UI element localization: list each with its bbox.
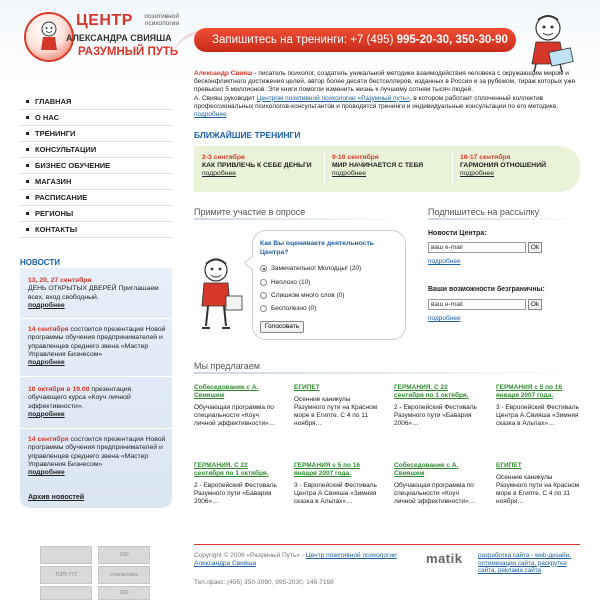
bullet-icon (26, 196, 29, 199)
intro-text-2a: А. Свияш руководит (194, 94, 257, 102)
offer-heading-link[interactable]: ГЕРМАНИЯ. С 22 сентября по 1 октября. (394, 384, 469, 399)
nav-item-home[interactable] (20, 94, 172, 110)
nav-label: ГЛАВНАЯ (35, 97, 72, 106)
top777-badge[interactable]: ТОП-777 (40, 566, 92, 584)
offer-text: Осенние каникулы Разумного пути на Красном море в Египте. С 4 по 11 ноября… (294, 396, 378, 427)
news-heading: НОВОСТИ (20, 258, 61, 267)
radio-selected-icon[interactable] (260, 265, 267, 272)
bullet-icon (26, 132, 29, 135)
phone-prefix: Запишитесь на тренинги: +7 (495) (212, 34, 397, 46)
subscribe-divider (428, 218, 580, 220)
counter-badge[interactable]: 100 (98, 586, 150, 600)
offer-card (496, 462, 580, 506)
phone-number: 995-20-30, 350-30-90 (396, 34, 508, 46)
news-date: 14 сентября (28, 436, 69, 443)
trainings-divider (452, 152, 453, 186)
bullet-icon (26, 148, 29, 151)
developer-logo[interactable]: matik (426, 551, 463, 566)
offer-card (496, 384, 580, 428)
offer-heading-link[interactable]: ЕГИПЕТ (294, 384, 320, 391)
radio-icon[interactable] (260, 305, 267, 312)
mascot-book-icon (196, 256, 246, 332)
main-nav (20, 94, 172, 238)
footer-divider (194, 544, 580, 545)
offer-text: 2 - Европейский Фестиваль Разумного пути «Бавария 2006»… (394, 404, 477, 427)
intro-text-1: - писатель психолог, создатель уникальной методики взаимодействия человека с окружающим миром и бесконфликтного достижения целей, автор более десяти бестселлеров, изданных в России и за рубежом, тираж которых уже превысил 5 миллионов. Эти книги помогли изменить жизнь к лучшему сотням тысяч людей. (194, 70, 576, 94)
logo-name: АЛЕКСАНДРА СВИЯША (66, 33, 172, 43)
nav-label: КОНСУЛЬТАЦИИ (35, 145, 97, 154)
subscribe-news-label: Новости Центра: (428, 230, 487, 237)
news-more-link[interactable]: подробнее (28, 301, 65, 309)
nav-label: БИЗНЕС ОБУЧЕНИЕ (35, 161, 111, 170)
news-more-link[interactable]: подробнее (28, 469, 65, 477)
nav-label: РЕГИОНЫ (35, 209, 74, 218)
intro-text (194, 70, 580, 119)
subscribe-possibilities-label: Ваши возможности безграничны: (428, 286, 545, 293)
nav-item-consultations[interactable] (20, 142, 172, 158)
news-divider (20, 376, 172, 377)
offer-text: Обучающая программа по специальности «Коуч личной эффективности»… (394, 482, 476, 505)
logo-subtitle: позитивной психологии (144, 13, 179, 27)
logo-title: ЦЕНТР (76, 12, 133, 29)
ok-button-news[interactable]: Ok (528, 242, 542, 253)
nav-item-regions[interactable] (20, 206, 172, 222)
offer-text: Осенние каникулы Разумного пути на Красном море в Египте. С 4 по 11 ноября… (496, 474, 580, 505)
counter-badge[interactable]: 100 (98, 546, 150, 564)
news-item (28, 386, 166, 419)
counter-badge[interactable] (40, 586, 92, 600)
phone-banner (194, 28, 516, 52)
offer-heading-link[interactable]: ГЕРМАНИЯ. С 22 сентября по 1 октября. (194, 462, 269, 477)
poll-divider (194, 218, 406, 220)
news-item (28, 277, 166, 310)
news-panel (20, 268, 172, 508)
offer-text: 3 - Европейский Фестиваль Центра А.Свияша «Зимняя сказка в Альпах»… (496, 404, 579, 427)
training-more-link[interactable]: подробнее (460, 170, 495, 177)
training-item (202, 154, 312, 178)
poll-option-label: Замечательно! Молодцы! (20) (271, 265, 362, 272)
trainings-panel (194, 146, 580, 192)
training-title[interactable]: КАК ПРИВЛЕЧЬ К СЕБЕ ДЕНЬГИ (202, 162, 312, 169)
training-date: 9-10 сентября (332, 154, 379, 161)
subscribe-more-link[interactable]: подробнее (428, 258, 461, 265)
offer-heading-link[interactable]: ЕГИПЕТ (496, 462, 522, 469)
news-divider (20, 318, 172, 319)
offer-heading-link[interactable]: ГЕРМАНИЯ с 5 по 16 января 2007 года. (294, 462, 360, 477)
copyright-link[interactable]: Центр позитивной психологии Александра Свияша (194, 552, 397, 567)
copyright-text: Copyright © 2006 «Разумный Путь» - (194, 552, 306, 559)
offer-card (194, 384, 278, 428)
news-date: 13, 20, 27 сентября (28, 277, 92, 284)
training-more-link[interactable]: подробнее (332, 170, 367, 177)
poll-option[interactable] (260, 292, 344, 299)
footer-phone: Тел./факс: (495) 350-3090, 995-2030, 148-7198 (194, 579, 334, 586)
offers-divider (194, 372, 580, 374)
bullet-icon (26, 100, 29, 103)
subscribe-more-link[interactable]: подробнее (428, 315, 461, 322)
stats-badge[interactable]: статистика (98, 566, 150, 584)
logo-mascot-icon (36, 20, 62, 54)
offer-text: 2 - Европейский Фестиваль Разумного пути «Бавария 2006»… (194, 482, 277, 505)
offer-text: Обучающая программа по специальности «Коуч личной эффективности»… (194, 404, 276, 427)
news-divider (20, 428, 172, 429)
radio-icon[interactable] (260, 292, 267, 299)
poll-option-label: Слишком много слов (0) (271, 292, 345, 299)
nav-item-business[interactable] (20, 158, 172, 174)
mascot-laptop-icon (520, 12, 580, 74)
trainings-heading: БЛИЖАЙШИЕ ТРЕНИНГИ (194, 130, 301, 140)
training-item (332, 154, 423, 178)
bullet-icon (26, 180, 29, 183)
offer-text: 3 - Европейский Фестиваль Центра А.Свияша «Зимняя сказка в Альпах»… (294, 482, 377, 505)
nav-item-contacts[interactable] (20, 222, 172, 238)
poll-option[interactable] (260, 279, 310, 286)
offer-card (294, 384, 378, 428)
email-field-news[interactable] (428, 242, 526, 253)
nav-label: РАСПИСАНИЕ (35, 193, 88, 202)
poll-option-label: Неплохо (10) (271, 279, 311, 286)
offer-card (394, 384, 478, 428)
news-more-link[interactable]: подробнее (28, 359, 65, 367)
nav-item-trainings[interactable] (20, 126, 172, 142)
offer-card (394, 462, 478, 506)
poll-option-label: Бесполезно (0) (271, 305, 317, 312)
developer-links[interactable]: разработка сайта - web-дизайн, оптимизация сайта, раскрутка сайта, реклама сайта (478, 552, 571, 574)
news-item (28, 326, 166, 367)
news-date: 10 октября в 19.00 (28, 386, 90, 393)
subscribe-heading: Подпишитесь на рассылку (428, 207, 540, 217)
ok-button-possibilities[interactable]: Ok (528, 299, 542, 310)
poll-question: Как Вы оцениваете деятельность Центра? (260, 240, 374, 256)
intro-more-link[interactable]: подробнее (194, 111, 227, 119)
nav-label: ТРЕНИНГИ (35, 129, 76, 138)
training-title[interactable]: МИР НАЧИНАЕТСЯ С ТЕБЯ (332, 162, 424, 169)
news-archive-link[interactable]: Архив новостей (28, 494, 85, 501)
offer-heading-link[interactable]: Собеседование с А. Свияшем (394, 462, 459, 477)
news-text: презентация обучающего курса «Коуч личной эффективности». (28, 386, 132, 410)
news-text: ДЕНЬ ОТКРЫТЫХ ДВЕРЕЙ Приглашаем всех, вход свободный. (28, 285, 159, 301)
poll-option[interactable] (260, 305, 316, 312)
nav-item-shop[interactable] (20, 174, 172, 190)
offer-card (194, 462, 278, 506)
training-title[interactable]: ГАРМОНИЯ ОТНОШЕНИЙ (460, 162, 546, 169)
offer-card (294, 462, 378, 506)
training-item (460, 154, 546, 178)
bullet-icon (26, 212, 29, 215)
training-more-link[interactable]: подробнее (202, 170, 237, 177)
intro-text-2b: , в котором работает сплоченный коллектив профессиональных психологов-консультантов и проводятся тренинги и индивидуальные консультации по его методике. (194, 94, 559, 110)
nav-item-schedule[interactable] (20, 190, 172, 206)
news-more-link[interactable]: подробнее (28, 410, 65, 418)
news-text: состоится презентация Новой программы обучения предпринимателей и управленцев среднего звена «Мастер Управления Бизнесом» (28, 326, 166, 358)
intro-author: Александр Свияш (194, 70, 253, 77)
counter-badge[interactable] (40, 546, 92, 564)
offers-heading: Мы предлагаем (194, 361, 260, 371)
vote-button[interactable]: Голосовать (260, 321, 304, 333)
offer-heading-link[interactable]: Собеседование с А. Свияшем (194, 384, 259, 399)
nav-item-about[interactable] (20, 110, 172, 126)
news-text: состоится презентация Новой программы обучения предпринимателей и управленцев среднего звена «Мастер Управления Бизнесом» (28, 436, 166, 468)
news-date: 14 сентября (28, 326, 69, 333)
nav-label: О НАС (35, 113, 59, 122)
radio-icon[interactable] (260, 279, 267, 286)
bullet-icon (26, 228, 29, 231)
bullet-icon (26, 116, 29, 119)
poll-option[interactable] (260, 265, 361, 272)
offer-heading-link[interactable]: ГЕРМАНИЯ с 5 по 16 января 2007 года. (496, 384, 562, 399)
bullet-icon (26, 164, 29, 167)
training-date: 16-17 сентября (460, 154, 511, 161)
poll-heading: Примите участие в опросе (194, 207, 306, 217)
nav-label: КОНТАКТЫ (35, 225, 78, 234)
trainings-divider (324, 152, 325, 186)
footer-copyright (194, 552, 414, 568)
center-link[interactable]: Центром позитивной психологии «Разумный путь» (256, 94, 410, 102)
nav-label: МАГАЗИН (35, 177, 72, 186)
logo-slogan: РАЗУМНЫЙ ПУТЬ (78, 46, 179, 58)
news-item (28, 436, 166, 477)
training-date: 2-3 сентября (202, 154, 245, 161)
email-field-possibilities[interactable] (428, 299, 526, 310)
